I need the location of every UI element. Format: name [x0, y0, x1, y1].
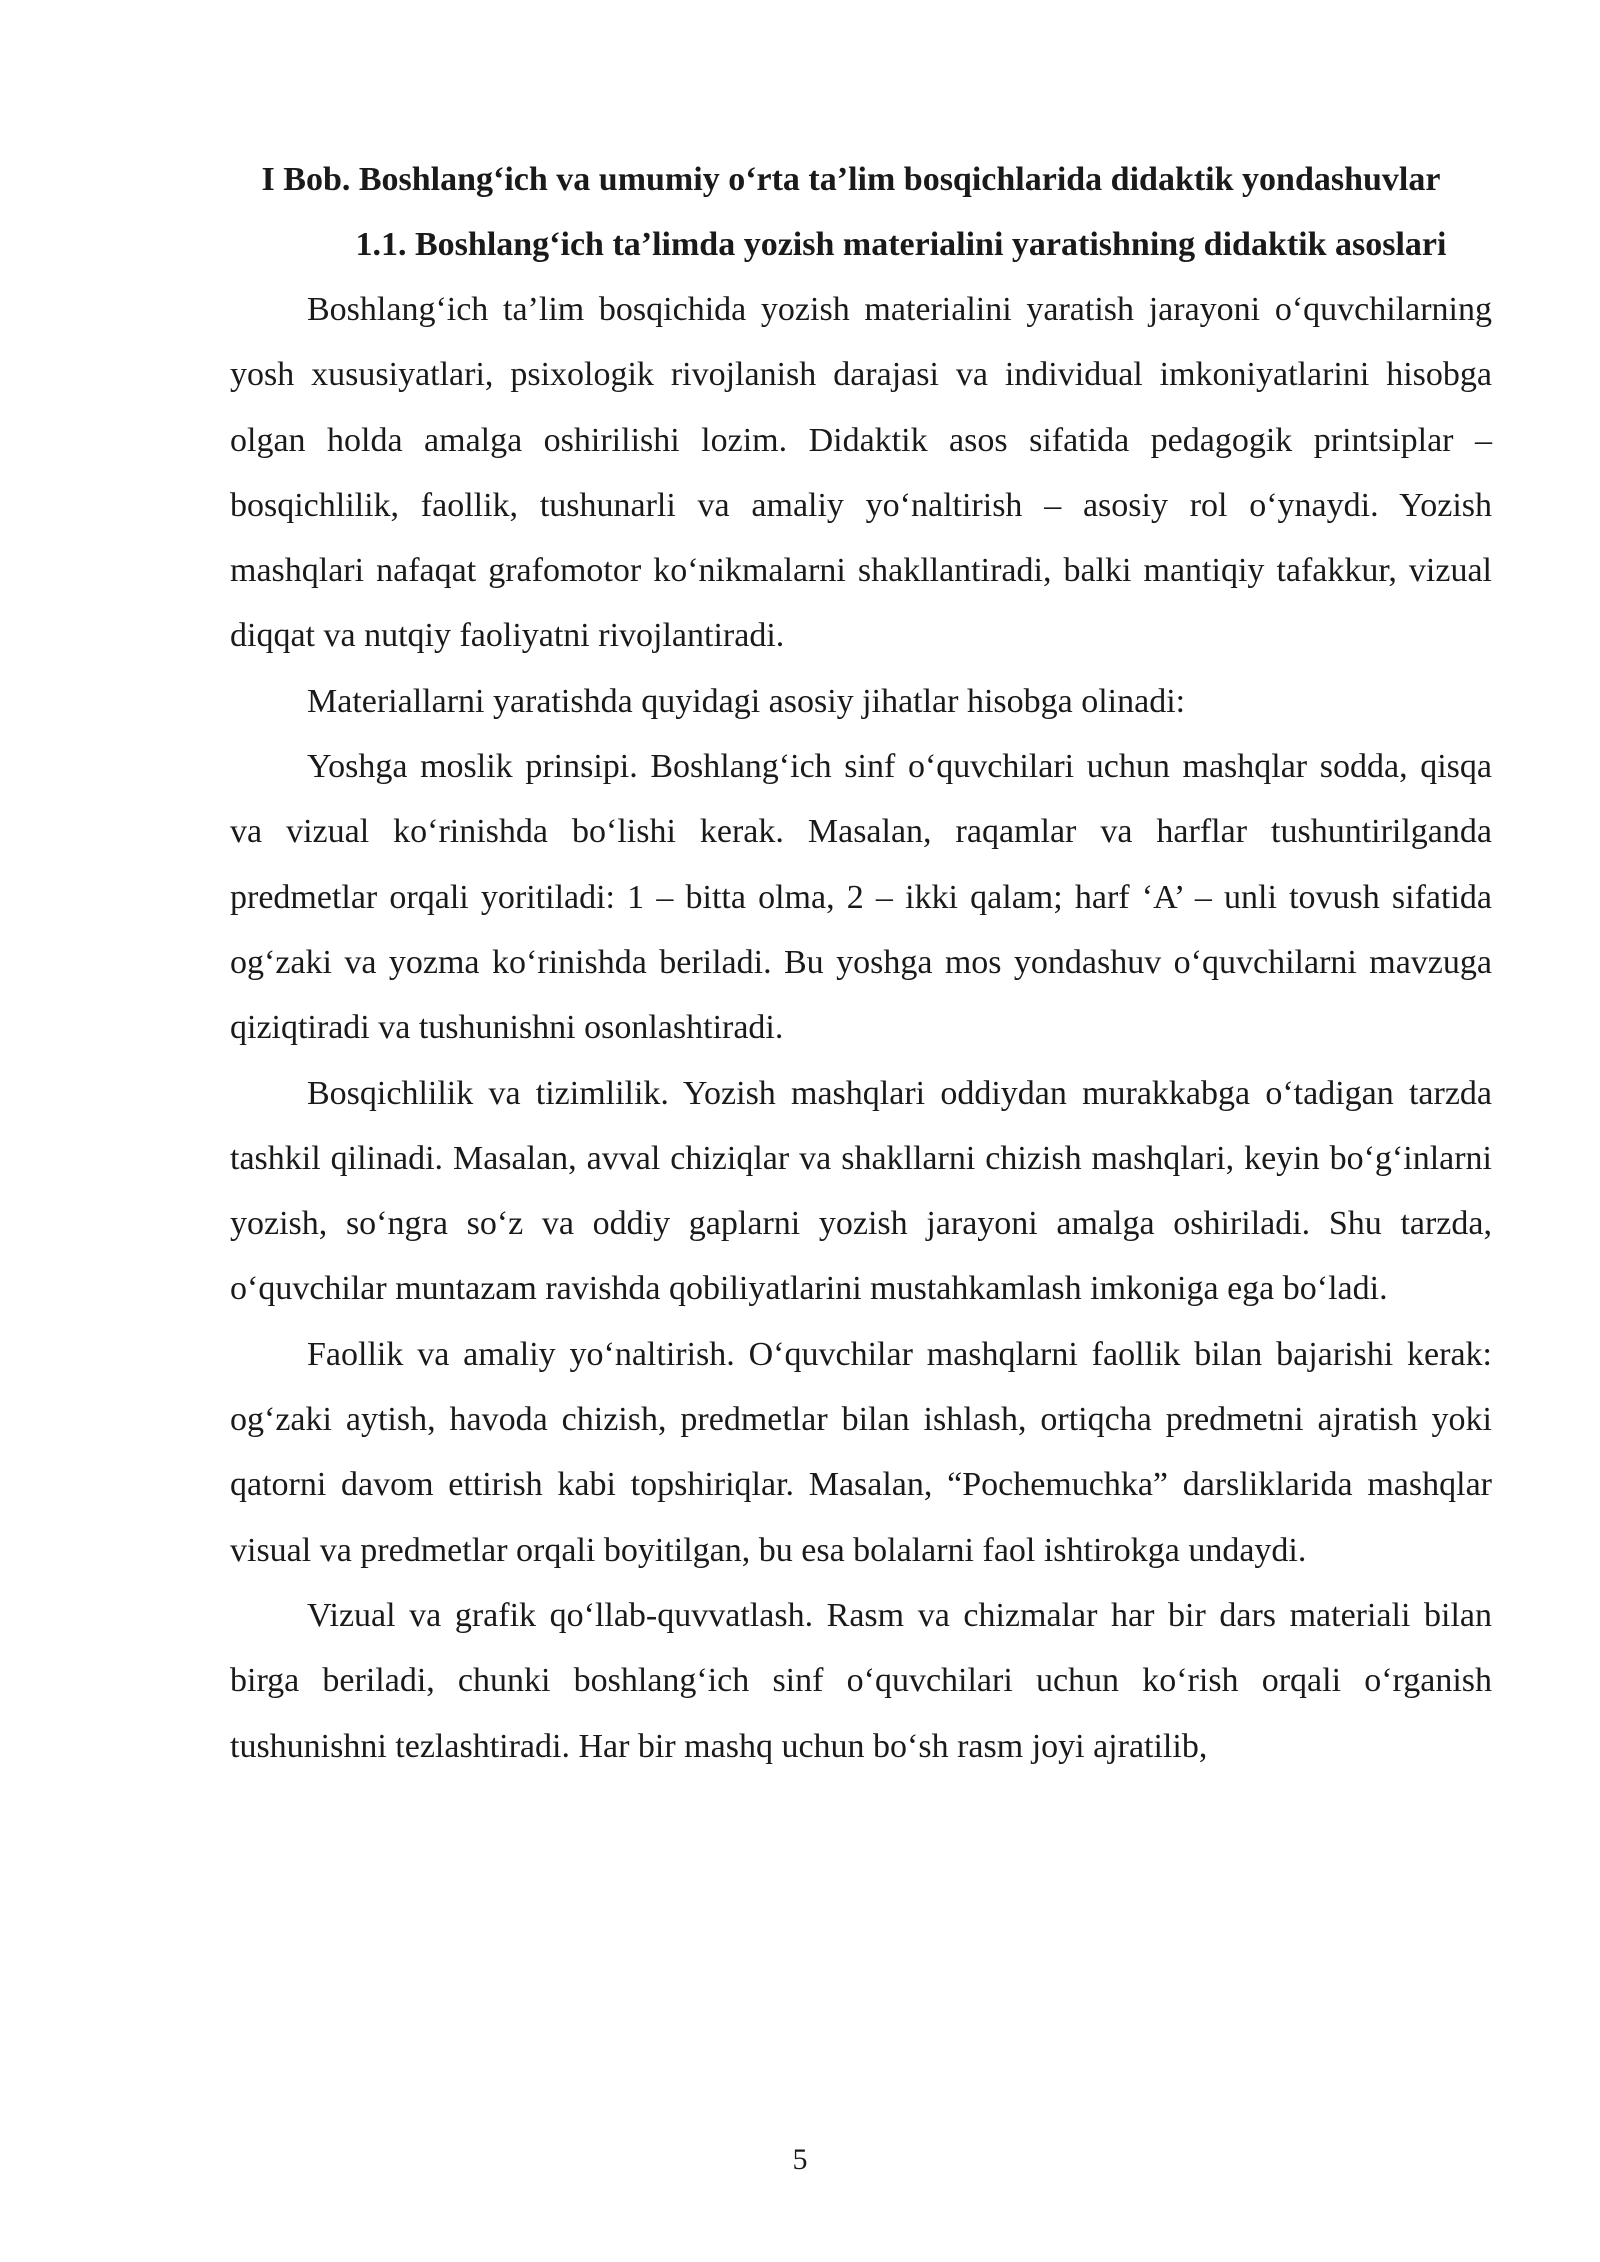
- chapter-title: I Bob. Boshlang‘ich va umumiy o‘rta ta’lim bosqichlarida didaktik yondashuvlar: [261, 161, 1441, 198]
- paragraph-intro: Boshlang‘ich ta’lim bosqichida yozish materialini yaratish jarayoni o‘quvchilarning yosh xususiyatlari, psixologik rivojlanish darajasi va individual imkoniyatlarini hisobga olgan holda amalga oshirilishi lozim. Didaktik asos sifatida pedagogik printsiplar – bosqichlilik, faollik, tushunarli va amaliy yo‘naltirish – asosiy rol o‘ynaydi. Yozish mashqlari nafaqat grafomotor ko‘nikmalarni shakllantiradi, balki mantiqiy tafakkur, vizual diqqat va nutqiy faoliyatni rivojlantiradi.: [230, 291, 1492, 655]
- paragraph-age-principle: Yoshga moslik prinsipi. Boshlang‘ich sinf o‘quvchilari uchun mashqlar sodda, qisqa va vizual ko‘rinishda bo‘lishi kerak. Masalan, raqamlar va harflar tushuntirilganda predmetlar orqali yoritiladi: 1 – bitta olma, 2 – ikki qalam; harf ‘A’ – unli tovush sifatida og‘zaki va yozma ko‘rinishda beriladi. Bu yoshga mos yondashuv o‘quvchilarni mavzuga qiziqtiradi va tushunishni osonlashtiradi.: [230, 748, 1492, 1047]
- paragraph-visual-support: Vizual va grafik qo‘llab-quvvatlash. Rasm va chizmalar har bir dars materiali bilan birga beriladi, chunki boshlang‘ich sinf o‘quvchilari uchun ko‘rish orqali o‘rganish tushunishni tezlashtiradi. Har bir mashq uchun bo‘sh rasm joyi ajratilib,: [230, 1596, 1492, 1765]
- document-page: [230, 147, 1492, 1779]
- section-title: 1.1. Boshlang‘ich ta’limda yozish materialini yaratishning didaktik asoslari: [355, 226, 1447, 263]
- paragraph-activity: Faollik va amaliy yo‘naltirish. O‘quvchilar mashqlarni faollik bilan bajarishi kerak: og‘zaki aytish, havoda chizish, predmetlar bilan ishlash, ortiqcha predmetni ajratish yoki qatorni davom ettirish kabi topshiriqlar. Masalan, “Pochemuchka” darsliklarida mashqlar visual va predmetlar orqali boyitilgan, bu esa bolalarni faol ishtirokga undaydi.: [230, 1335, 1492, 1569]
- page-number: 5: [792, 2143, 808, 2176]
- paragraph-gradualness: Bosqichlilik va tizimlilik. Yozish mashqlari oddiydan murakkabga o‘tadigan tarzda tashkil qilinadi. Masalan, avval chiziqlar va shakllarni chizish mashqlari, keyin bo‘g‘inlarni yozish, so‘ngra so‘z va oddiy gaplarni yozish jarayoni amalga oshiriladi. Shu tarzda, o‘quvchilar muntazam ravishda qobiliyatlarini mustahkamlash imkoniga ega bo‘ladi.: [230, 1074, 1492, 1308]
- paragraph-aspects-lead: Materiallarni yaratishda quyidagi asosiy jihatlar hisobga olinadi:: [307, 682, 1186, 720]
